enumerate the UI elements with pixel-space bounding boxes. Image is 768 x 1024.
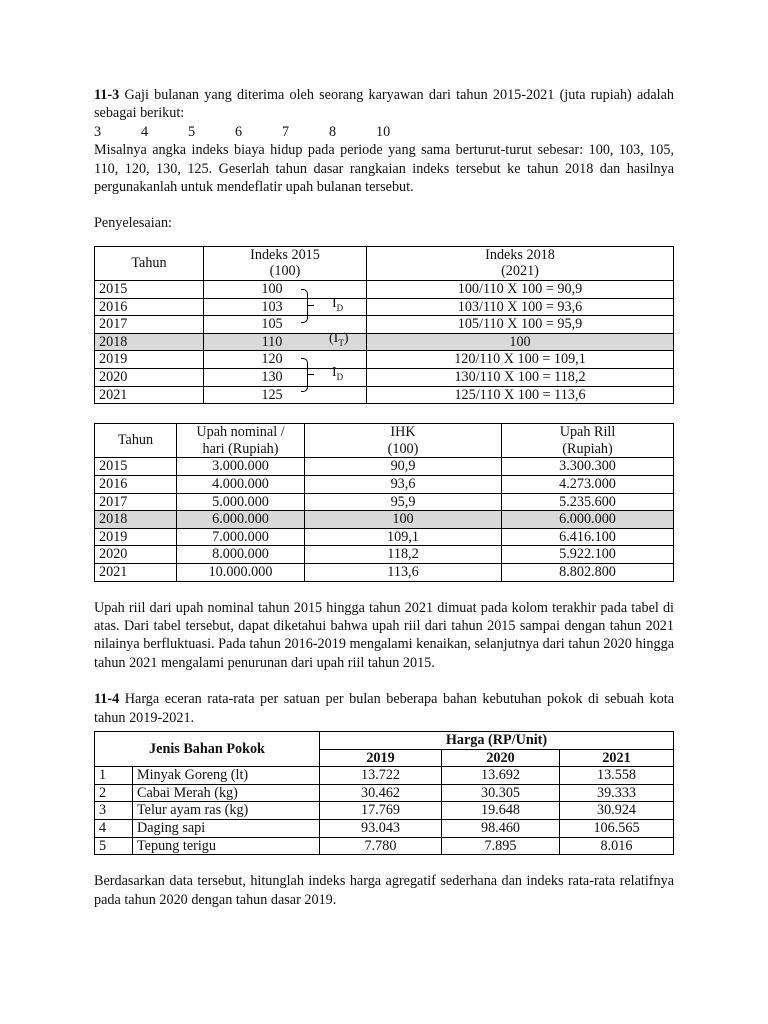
index-shift-table <box>94 246 674 404</box>
table-row: 2020 8.000.000 118,2 5.922.100 <box>95 546 674 564</box>
label-id-upper: $I_D$ <box>332 295 344 313</box>
conclusion-paragraph: Upah riil dari upah nominal tahun 2015 hingga tahun 2021 dimuat pada kolom terakhir pada tabel di atas. Dari tabel tersebut, dapat diketahui bahwa upah riil dari tahun 2015 sampai dengan tahun 2021 nilainya berfluktuasi. Pada tahun 2016-2019 mengalami kenaikan, selanjutnya dari tahun 2020 hingga tahun 2021 mengalami penurunan dari upah riil tahun 2015. <box>94 599 674 671</box>
table-row: 2017 105 105/110 X 100 = 95,9 <box>95 316 674 334</box>
table-row: 2019 7.000.000 109,1 6.416.100 <box>95 528 674 546</box>
question-11-4 <box>94 690 674 727</box>
solution-label: Penyelesaian: <box>94 215 173 232</box>
salary-value: 7 <box>282 123 290 140</box>
index-table-wrapper <box>94 246 674 404</box>
salary-value: 4 <box>141 123 149 140</box>
bracket-lower <box>301 358 308 392</box>
question-number: 11-4 <box>94 691 120 708</box>
bracket-upper <box>301 289 308 323</box>
table-row: 2015 3.000.000 90,9 3.300.300 <box>95 458 674 476</box>
salary-value: 3 <box>94 123 102 140</box>
table-row: 2021 125 125/110 X 100 = 113,6 <box>95 386 674 404</box>
salary-values <box>94 123 674 141</box>
table-row: 2019 120 120/110 X 100 = 109,1 <box>95 351 674 369</box>
table-row: 2021 10.000.000 113,6 8.802.800 <box>95 563 674 581</box>
price-table <box>94 731 674 855</box>
real-wage-table <box>94 423 674 581</box>
table-row: 2016 103 103/110 X 100 = 93,6 <box>95 298 674 316</box>
header-tahun: Tahun <box>95 246 204 280</box>
table-row-base-year: 2018 6.000.000 100 6.000.000 <box>95 511 674 529</box>
table-header-row: 2019 2020 2021 <box>95 749 674 767</box>
table-header-row <box>95 246 674 280</box>
salary-value: 8 <box>329 123 337 140</box>
table-row: 2 Cabai Merah (kg) 30.462 30.305 39.333 <box>95 784 674 802</box>
table-row: 1 Minyak Goreng (lt) 13.722 13.692 13.558 <box>95 767 674 785</box>
table-row: 2017 5.000.000 95,9 5.235.600 <box>95 493 674 511</box>
table-row: 2015 100 100/110 X 100 = 90,9 <box>95 281 674 299</box>
question-text: Harga eceran rata-rata per satuan per bulan beberapa bahan kebutuhan pokok di sebuah kota tahun 2019-2021. <box>94 691 674 726</box>
question-text: Gaji bulanan yang diterima oleh seorang karyawan dari tahun 2015-2021 (juta rupiah) adalah sebagai berikut: <box>94 87 674 122</box>
table-row: 2020 130 130/110 X 100 = 118,2 <box>95 369 674 387</box>
label-id-lower: $I_D$ <box>332 364 344 382</box>
table-row: 3 Telur ayam ras (kg) 17.769 19.648 30.924 <box>95 802 674 820</box>
table-row: 5 Tepung terigu 7.780 7.895 8.016 <box>95 837 674 855</box>
question-11-3 <box>94 86 674 123</box>
table-row: 4 Daging sapi 93.043 98.460 106.565 <box>95 819 674 837</box>
salary-value: 10 <box>376 123 391 140</box>
header-index-2018: Indeks 2018 (2021) <box>367 246 674 280</box>
label-it: $(I_T)$ <box>329 330 349 348</box>
final-question: Berdasarkan data tersebut, hitunglah indeks harga agregatif sederhana dan indeks rata-rata relatifnya pada tahun 2020 dengan tahun dasar 2019. <box>94 873 674 908</box>
table-row: 2016 4.000.000 93,6 4.273.000 <box>95 475 674 493</box>
table-row-base-year: 2018 110 100 <box>95 333 674 351</box>
salary-value: 5 <box>188 123 196 140</box>
document-page <box>94 86 674 909</box>
header-index-2015: Indeks 2015 (100) <box>204 246 367 280</box>
question-number: 11-3 <box>94 87 120 103</box>
table-header-row: Tahun Upah nominal / hari (Rupiah) IHK (100) Upah Rill (Rupiah) <box>95 424 674 458</box>
salary-value: 6 <box>235 123 243 140</box>
question-paragraph: Misalnya angka indeks biaya hidup pada periode yang sama berturut-turut sebesar: 100, 103, 105, 110, 120, 130, 125. Geserlah tahun dasar rangkaian indeks tersebut ke tahun 2018 dan hasilnya pergunakanlah untuk mendeflatir upah bulanan tersebut. <box>94 142 674 196</box>
table-header-row: Jenis Bahan Pokok Harga (RP/Unit) <box>95 731 674 749</box>
